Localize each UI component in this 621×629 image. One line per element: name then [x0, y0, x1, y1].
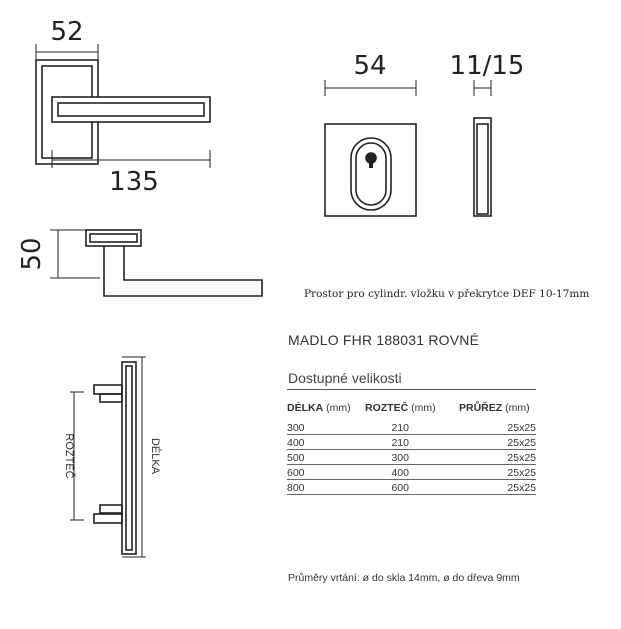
cell-cross-section: 25x25: [459, 435, 536, 450]
header-length: DÉLKA (mm): [287, 402, 351, 414]
dim-rosette-depth: 11/15: [449, 51, 525, 81]
cell-gap: [409, 450, 459, 465]
dim-height: 50: [17, 237, 47, 271]
table-row: [287, 465, 536, 480]
cell-spacing: 210: [365, 435, 409, 450]
sizes-table: [287, 402, 536, 495]
cell-gap: [409, 465, 459, 480]
cell-spacing: 300: [365, 450, 409, 465]
product-title: MADLO FHR 188031 ROVNÉ: [288, 332, 480, 348]
cell-gap: [409, 480, 459, 495]
header-cross-section: PRŮŘEZ (mm): [459, 402, 530, 414]
table-row: [287, 480, 536, 495]
cell-length: 600: [287, 465, 365, 480]
rosette-side-view: [474, 80, 491, 216]
available-sizes-heading: Dostupné velikosti: [288, 370, 402, 386]
cell-spacing: 600: [365, 480, 409, 495]
table-row: [287, 435, 536, 450]
cell-spacing: 400: [365, 465, 409, 480]
cell-length: 500: [287, 450, 365, 465]
handle-side-view: [50, 230, 262, 296]
cell-cross-section: 25x25: [459, 480, 536, 495]
cell-length: 300: [287, 420, 365, 435]
drilling-footnote: Průměry vrtání: ø do skla 14mm, ø do dřeva 9mm: [288, 572, 520, 584]
cell-cross-section: 25x25: [459, 420, 536, 435]
cell-gap: [409, 420, 459, 435]
spacing-label: ROZTEČ: [63, 433, 75, 479]
cylinder-note: Prostor pro cylindr. vložku v překrytce DEF 10-17mm: [304, 288, 590, 300]
cell-length: 400: [287, 435, 365, 450]
table-row: [287, 450, 536, 465]
cell-spacing: 210: [365, 420, 409, 435]
dim-length: 135: [109, 167, 159, 197]
pull-handle-view: [70, 357, 146, 557]
handle-top-view: [36, 44, 210, 168]
dim-top-width: 52: [50, 17, 84, 47]
heading-divider: [287, 389, 536, 390]
table-row: [287, 420, 536, 435]
cell-cross-section: 25x25: [459, 465, 536, 480]
rosette-front-view: [325, 80, 416, 216]
header-spacing: ROZTEČ (mm): [365, 402, 436, 414]
dim-rosette-width: 54: [353, 51, 387, 81]
length-label: DÉLKA: [149, 437, 161, 475]
table-header-row: [287, 402, 536, 420]
cell-cross-section: 25x25: [459, 450, 536, 465]
cell-length: 800: [287, 480, 365, 495]
cell-gap: [409, 435, 459, 450]
